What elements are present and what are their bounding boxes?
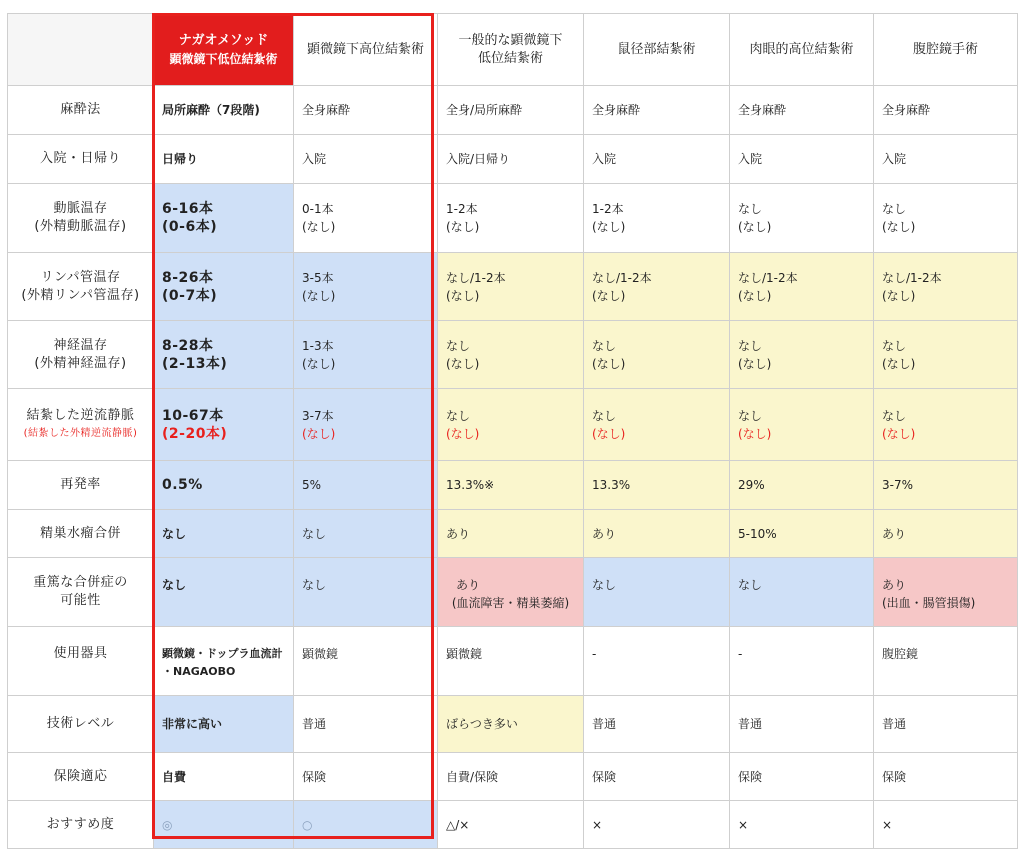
cell-subvalue: (なし) <box>302 288 336 303</box>
cell-value: なし <box>738 338 763 353</box>
cell-nagao: 非常に高い <box>154 696 294 753</box>
cell: 3-7% <box>874 461 1018 510</box>
cell-subvalue: (2-20本) <box>162 425 228 442</box>
row-skill <box>8 696 1018 753</box>
header-laparoscopic: 腹腔鏡手術 <box>874 14 1018 86</box>
cell: 全身麻酔 <box>874 86 1018 135</box>
cell-value: 3-7本 <box>302 408 334 423</box>
row-label <box>8 321 154 389</box>
cell-nagao <box>154 253 294 321</box>
row-label-sub: (外精動脈温存) <box>34 219 127 234</box>
row-admission <box>8 135 1018 184</box>
cell: ばらつき多い <box>438 696 584 753</box>
cell <box>584 253 730 321</box>
cell-value: なし <box>592 338 617 353</box>
cell-nagao <box>154 389 294 461</box>
cell <box>438 253 584 321</box>
cell: 入院 <box>874 135 1018 184</box>
cell-subvalue: (出血・腸管損傷) <box>882 596 976 610</box>
cell-value: なし/1-2本 <box>738 270 798 285</box>
cell-subvalue: (なし) <box>446 220 480 234</box>
cell-value: なし <box>882 202 907 216</box>
cell-value: 1-3本 <box>302 338 334 353</box>
cell-subvalue: (なし) <box>446 356 480 371</box>
cell-value: なし <box>738 408 763 423</box>
row-label-main: 結紮した逆流静脈 <box>26 407 135 423</box>
cell: 普通 <box>584 696 730 753</box>
row-label: 麻酔法 <box>8 86 154 135</box>
header-general-line1: 一般的な顕微鏡下 <box>458 32 563 48</box>
cell-nagao: なし <box>154 510 294 558</box>
cell <box>874 558 1018 627</box>
row-label <box>8 253 154 321</box>
cell-subvalue: (なし) <box>882 426 916 441</box>
cell: × <box>584 801 730 849</box>
header-nagao-title: ナガオメソッド <box>178 32 269 48</box>
cell: 普通 <box>294 696 438 753</box>
cell-subvalue: (なし) <box>592 356 626 371</box>
row-label: 技術レベル <box>8 696 154 753</box>
cell <box>438 389 584 461</box>
cell-value: 8-26本 <box>162 269 214 286</box>
cell-value: なし <box>446 338 471 353</box>
cell-value: なし <box>738 202 763 216</box>
cell-subvalue: (なし) <box>738 288 772 303</box>
cell: 5% <box>294 461 438 510</box>
cell <box>874 321 1018 389</box>
cell-subvalue: (なし) <box>302 220 336 234</box>
cell-value: 6-16本 <box>162 201 214 217</box>
cell-value: 顕微鏡・ドップラ血流計 <box>162 647 283 660</box>
cell: あり <box>584 510 730 558</box>
comparison-table <box>7 13 1018 849</box>
row-nerve <box>8 321 1018 389</box>
cell: 腹腔鏡 <box>874 627 1018 696</box>
cell <box>730 184 874 253</box>
cell-subvalue: (なし) <box>882 288 916 303</box>
cell-subvalue: (2-13本) <box>162 355 228 372</box>
cell-nagao: 0.5% <box>154 461 294 510</box>
cell-nagao: 自費 <box>154 753 294 801</box>
row-label: 精巣水瘤合併 <box>8 510 154 558</box>
header-row <box>8 14 1018 86</box>
cell: 保険 <box>294 753 438 801</box>
cell-value: 8-28本 <box>162 337 214 354</box>
cell <box>730 253 874 321</box>
row-hydrocele <box>8 510 1018 558</box>
header-microscopic-high: 顕微鏡下高位結紮術 <box>294 14 438 86</box>
cell: あり <box>438 510 584 558</box>
cell-nagao: ◎ <box>154 801 294 849</box>
row-insurance <box>8 753 1018 801</box>
cell: 入院 <box>730 135 874 184</box>
cell: 全身/局所麻酔 <box>438 86 584 135</box>
cell-nagao: なし <box>154 558 294 627</box>
cell <box>294 321 438 389</box>
cell-subvalue: (血流障害・精巣萎縮) <box>451 596 570 610</box>
row-label-sub: (結紮した外精逆流静脈) <box>23 427 138 439</box>
header-nagao-method <box>154 14 294 86</box>
cell: - <box>730 627 874 696</box>
row-label: 保険適応 <box>8 753 154 801</box>
cell-value: なし/1-2本 <box>592 270 652 285</box>
cell <box>294 253 438 321</box>
cell-value: 0-1本 <box>302 202 334 216</box>
cell <box>874 389 1018 461</box>
cell-nagao: 日帰り <box>154 135 294 184</box>
header-general-microscopic <box>438 14 584 86</box>
row-equipment <box>8 627 1018 696</box>
corner-cell <box>8 14 154 86</box>
cell-nagao <box>154 184 294 253</box>
cell <box>438 184 584 253</box>
cell: 5-10% <box>730 510 874 558</box>
cell-subvalue: (なし) <box>302 356 336 371</box>
cell <box>874 184 1018 253</box>
row-label: 使用器具 <box>8 627 154 696</box>
row-label <box>8 389 154 461</box>
cell <box>584 389 730 461</box>
cell: 入院 <box>294 135 438 184</box>
cell-value: あり <box>456 578 481 592</box>
cell <box>438 321 584 389</box>
cell <box>584 184 730 253</box>
cell-value: 3-5本 <box>302 270 334 285</box>
cell-subvalue: (なし) <box>882 220 916 234</box>
row-label: 再発率 <box>8 461 154 510</box>
cell-subvalue: (なし) <box>302 426 336 441</box>
cell: 保険 <box>730 753 874 801</box>
cell-value: なし <box>882 338 907 353</box>
row-recurrence <box>8 461 1018 510</box>
row-label-main: リンパ管温存 <box>40 269 121 285</box>
cell: ○ <box>294 801 438 849</box>
row-label: 入院・日帰り <box>8 135 154 184</box>
cell: 入院 <box>584 135 730 184</box>
cell: △/× <box>438 801 584 849</box>
row-artery <box>8 184 1018 253</box>
cell: 顕微鏡 <box>294 627 438 696</box>
row-label-main: 動脈温存 <box>53 201 108 216</box>
cell-value: 1-2本 <box>592 202 624 216</box>
cell-subvalue: (なし) <box>738 426 772 441</box>
cell: 入院/日帰り <box>438 135 584 184</box>
cell-subvalue: (なし) <box>592 288 626 303</box>
cell-value: なし <box>592 408 617 423</box>
row-lymph <box>8 253 1018 321</box>
cell-value: 1-2本 <box>446 202 478 216</box>
cell-nagao <box>154 627 294 696</box>
cell: あり <box>874 510 1018 558</box>
row-complications <box>8 558 1018 627</box>
cell-value: なし/1-2本 <box>882 270 942 285</box>
cell-subvalue: (0-7本) <box>162 287 218 304</box>
cell: 顕微鏡 <box>438 627 584 696</box>
cell: 13.3%※ <box>438 461 584 510</box>
cell: なし <box>294 510 438 558</box>
header-nagao-subtitle: 顕微鏡下低位結紮術 <box>169 51 278 66</box>
cell <box>294 389 438 461</box>
row-anesthesia <box>8 86 1018 135</box>
cell <box>438 558 584 627</box>
cell: なし <box>584 558 730 627</box>
cell-subvalue: (なし) <box>738 356 772 371</box>
cell: - <box>584 627 730 696</box>
cell-subvalue: (なし) <box>592 220 626 234</box>
cell-subvalue: (なし) <box>738 220 772 234</box>
row-label-sub: (外精リンパ管温存) <box>21 287 140 303</box>
cell-subvalue: (なし) <box>592 426 626 441</box>
row-label <box>8 184 154 253</box>
cell <box>294 184 438 253</box>
cell: × <box>730 801 874 849</box>
cell: 全身麻酔 <box>584 86 730 135</box>
cell <box>730 321 874 389</box>
row-ligated-veins <box>8 389 1018 461</box>
cell-value: なし <box>446 408 471 423</box>
row-label <box>8 558 154 627</box>
cell <box>874 253 1018 321</box>
cell-value: あり <box>882 578 907 592</box>
cell: 13.3% <box>584 461 730 510</box>
cell-subvalue: (なし) <box>446 426 480 441</box>
cell: なし <box>294 558 438 627</box>
header-inguinal: 鼠径部結紮術 <box>584 14 730 86</box>
row-label-main: 重篤な合併症の <box>33 575 128 590</box>
row-label-sub: 可能性 <box>60 593 101 608</box>
cell: なし <box>730 558 874 627</box>
header-general-line2: 低位結紮術 <box>477 50 543 66</box>
cell-subvalue: (0-6本) <box>162 219 218 235</box>
cell: 全身麻酔 <box>294 86 438 135</box>
cell: 全身麻酔 <box>730 86 874 135</box>
cell-value: なし/1-2本 <box>446 270 506 285</box>
cell-nagao <box>154 321 294 389</box>
cell: 普通 <box>874 696 1018 753</box>
cell: 自費/保険 <box>438 753 584 801</box>
cell-subvalue: (なし) <box>446 288 480 303</box>
cell: 普通 <box>730 696 874 753</box>
cell-value: なし <box>882 408 907 423</box>
cell-subvalue: (なし) <box>882 356 916 371</box>
cell <box>584 321 730 389</box>
cell: × <box>874 801 1018 849</box>
cell-subvalue: ・NAGAOBO <box>162 665 236 678</box>
row-label: おすすめ度 <box>8 801 154 849</box>
cell-value: 10-67本 <box>162 407 224 424</box>
cell: 保険 <box>584 753 730 801</box>
header-naked-eye-high: 肉眼的高位結紮術 <box>730 14 874 86</box>
row-recommendation <box>8 801 1018 849</box>
row-label-sub: (外精神経温存) <box>34 355 127 371</box>
cell: 29% <box>730 461 874 510</box>
cell <box>730 389 874 461</box>
cell: 保険 <box>874 753 1018 801</box>
row-label-main: 神経温存 <box>53 337 108 353</box>
cell-nagao: 局所麻酔（7段階) <box>154 86 294 135</box>
